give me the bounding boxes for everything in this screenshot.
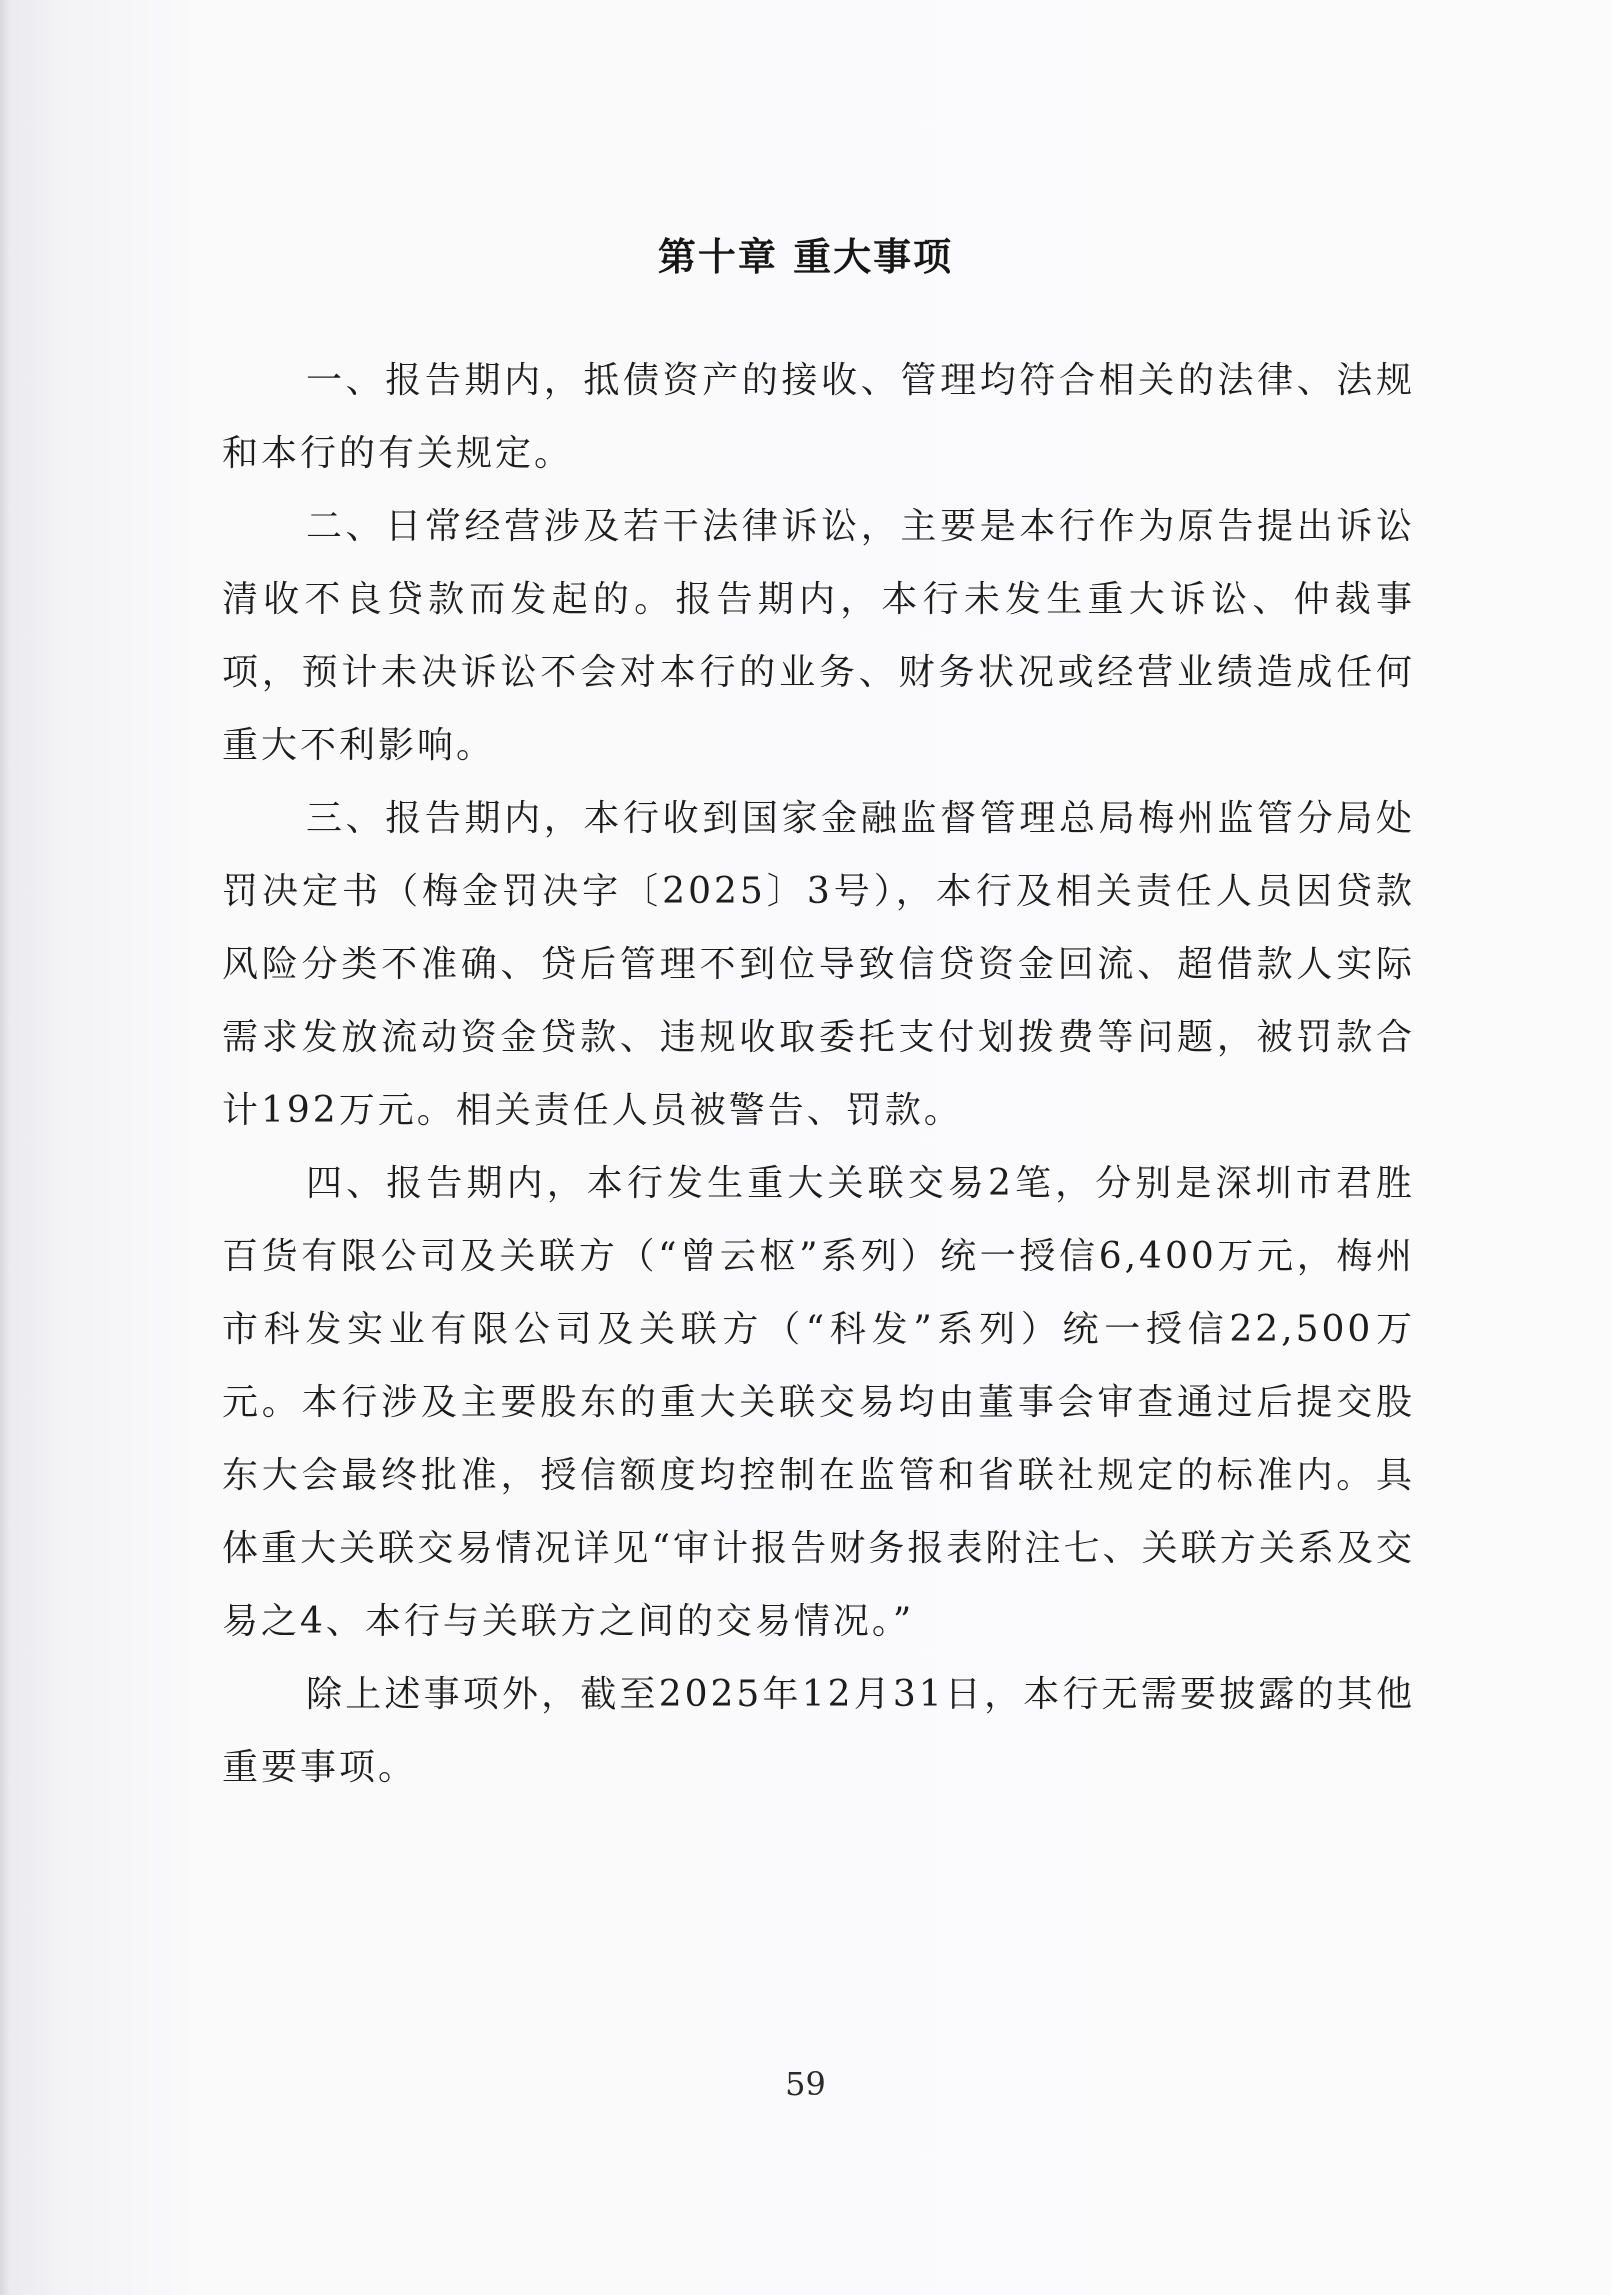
paragraph-litigation: 二、日常经营涉及若干法律诉讼，主要是本行作为原告提出诉讼清收不良贷款而发起的。报告期内，本行未发生重大诉讼、仲裁事项，预计未决诉讼不会对本行的业务、财务状况或经营业绩造成任何重大不利影响。 [222, 506, 1415, 766]
paragraph-related-transactions: 四、报告期内，本行发生重大关联交易2笔，分别是深圳市君胜百货有限公司及关联方（“曾云枢”系列）统一授信6,400万元，梅州市科发实业有限公司及关联方（“科发”系列）统一授信22,500万元。本行涉及主要股东的重大关联交易均由董事会审查通过后提交股东大会最终批准，授信额度均控制在监管和省联社规定的标准内。具体重大关联交易情况详见“审计报告财务报表附注七、关联方关系及交易之4、本行与关联方之间的交易情况。” [222, 1163, 1415, 1642]
paragraph-penalty: 三、报告期内，本行收到国家金融监督管理总局梅州监管分局处罚决定书（梅金罚决字〔2025〕3号），本行及相关责任人员因贷款风险分类不准确、贷后管理不到位导致信贷资金回流、超借款人实际需求发放流动资金贷款、违规收取委托支付划拨费等问题，被罚款合计192万元。相关责任人员被警告、罚款。 [222, 798, 1415, 1131]
paragraph-foreclosed-assets: 一、报告期内，抵债资产的接收、管理均符合相关的法律、法规和本行的有关规定。 [222, 360, 1415, 474]
page-number: 59 [785, 2065, 826, 2103]
page-edge-shadow [0, 0, 10, 2295]
document-body [222, 344, 1415, 1804]
chapter-title: 第十章 重大事项 [657, 235, 954, 279]
paragraph-other-matters: 除上述事项外，截至2025年12月31日，本行无需要披露的其他重要事项。 [222, 1674, 1415, 1788]
